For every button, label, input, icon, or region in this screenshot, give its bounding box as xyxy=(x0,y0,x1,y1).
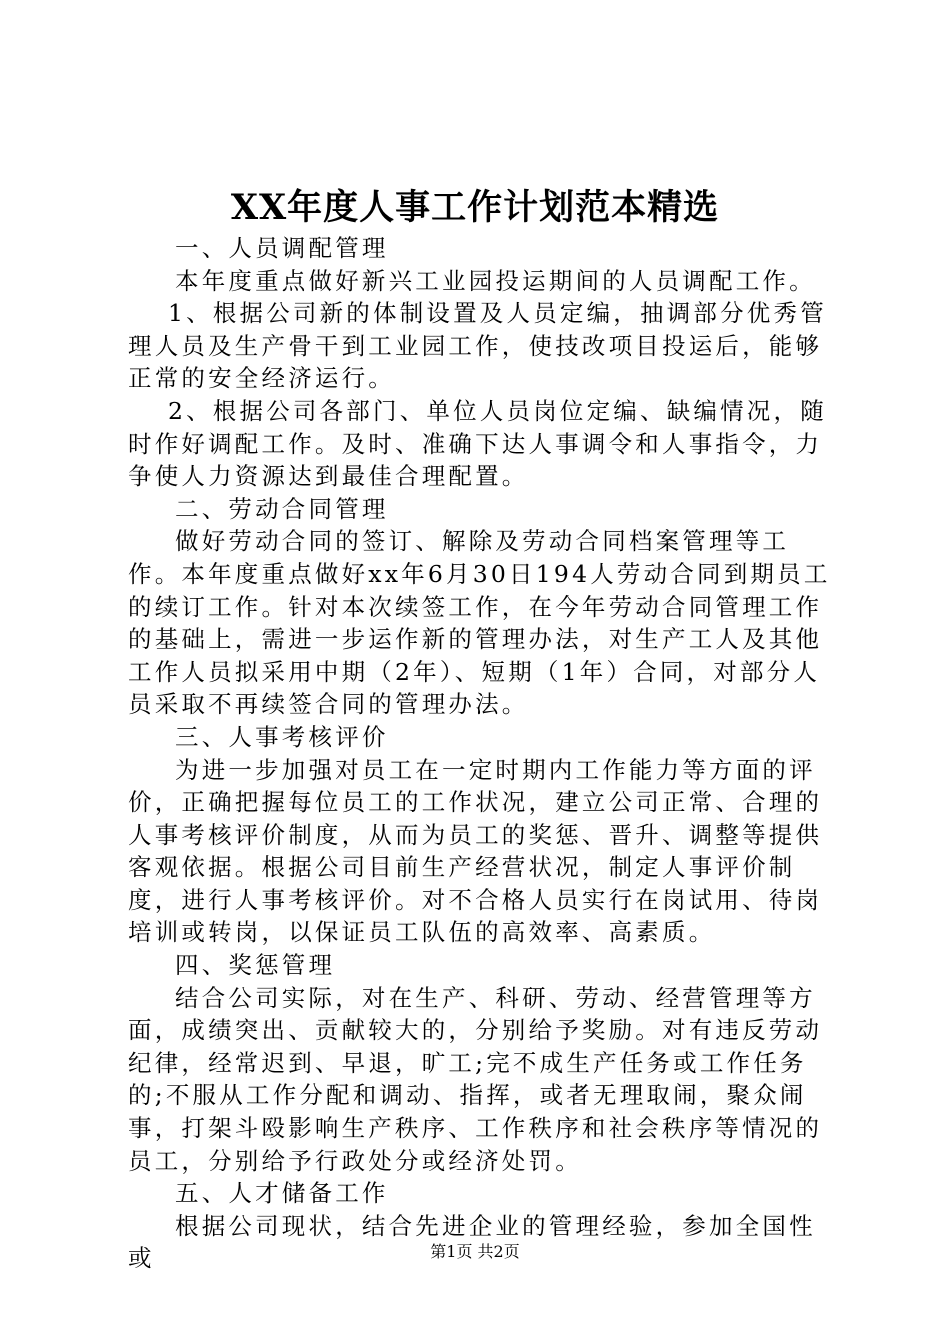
paragraph: 结合公司实际，对在生产、科研、劳动、经营管理等方面，成绩突出、贡献较大的，分别给予奖励。对有违反劳动纪律，经常迟到、早退，旷工;完不成生产任务或工作任务的;不服从工作分配和调动、指挥，或者无理取闹，聚众闹事，打架斗殴影响生产秩序、工作秩序和社会秩序等情况的员工，分别给予行政处分或经济处罚。 xyxy=(128,983,823,1175)
paragraph: 根据公司现状，结合先进企业的管理经验，参加全国性或 xyxy=(128,1211,816,1273)
paragraph: 做好劳动合同的签订、解除及劳动合同档案管理等工作。本年度重点做好xx年6月30日194人劳动合同到期员工的续订工作。针对本次续签工作，在今年劳动合同管理工作的基础上，需进一步运作新的管理办法，对生产工人及其他工作人员拟采用中期（2年）、短期（1年）合同，对部分人员采取不再续签合同的管理办法。 xyxy=(128,527,831,719)
paragraph-item-2: 2、根据公司各部门、单位人员岗位定编、缺编情况，随时作好调配工作。及时、准确下达人事调令和人事指令，力争使人力资源达到最佳合理配置。 xyxy=(128,396,827,491)
paragraph-item-1: 1、根据公司新的体制设置及人员定编，抽调部分优秀管理人员及生产骨干到工业园工作，使技改项目投运后，能够正常的安全经济运行。 xyxy=(128,299,827,393)
section-heading-3: 三、人事考核评价 xyxy=(175,722,389,751)
document-title: XX年度人事工作计划范本精选 xyxy=(230,187,720,228)
section-heading-5: 五、人才储备工作 xyxy=(175,1179,389,1208)
section-heading-4: 四、奖惩管理 xyxy=(175,951,336,980)
paragraph: 为进一步加强对员工在一定时期内工作能力等方面的评价，正确把握每位员工的工作状况，建立公司正常、合理的人事考核评价制度，从而为员工的奖惩、晋升、调整等提供客观依据。根据公司目前生产经营状况，制定人事评价制度，进行人事考核评价。对不合格人员实行在岗试用、待岗培训或转岗，以保证员工队伍的高效率、高素质。 xyxy=(128,755,823,947)
section-heading-2: 二、劳动合同管理 xyxy=(175,494,389,523)
section-heading-1: 一、人员调配管理 xyxy=(175,234,389,262)
page-footer: 第1页 共2页 xyxy=(430,1242,520,1261)
paragraph: 本年度重点做好新兴工业园投运期间的人员调配工作。 xyxy=(175,266,816,295)
document-body xyxy=(128,232,836,1275)
